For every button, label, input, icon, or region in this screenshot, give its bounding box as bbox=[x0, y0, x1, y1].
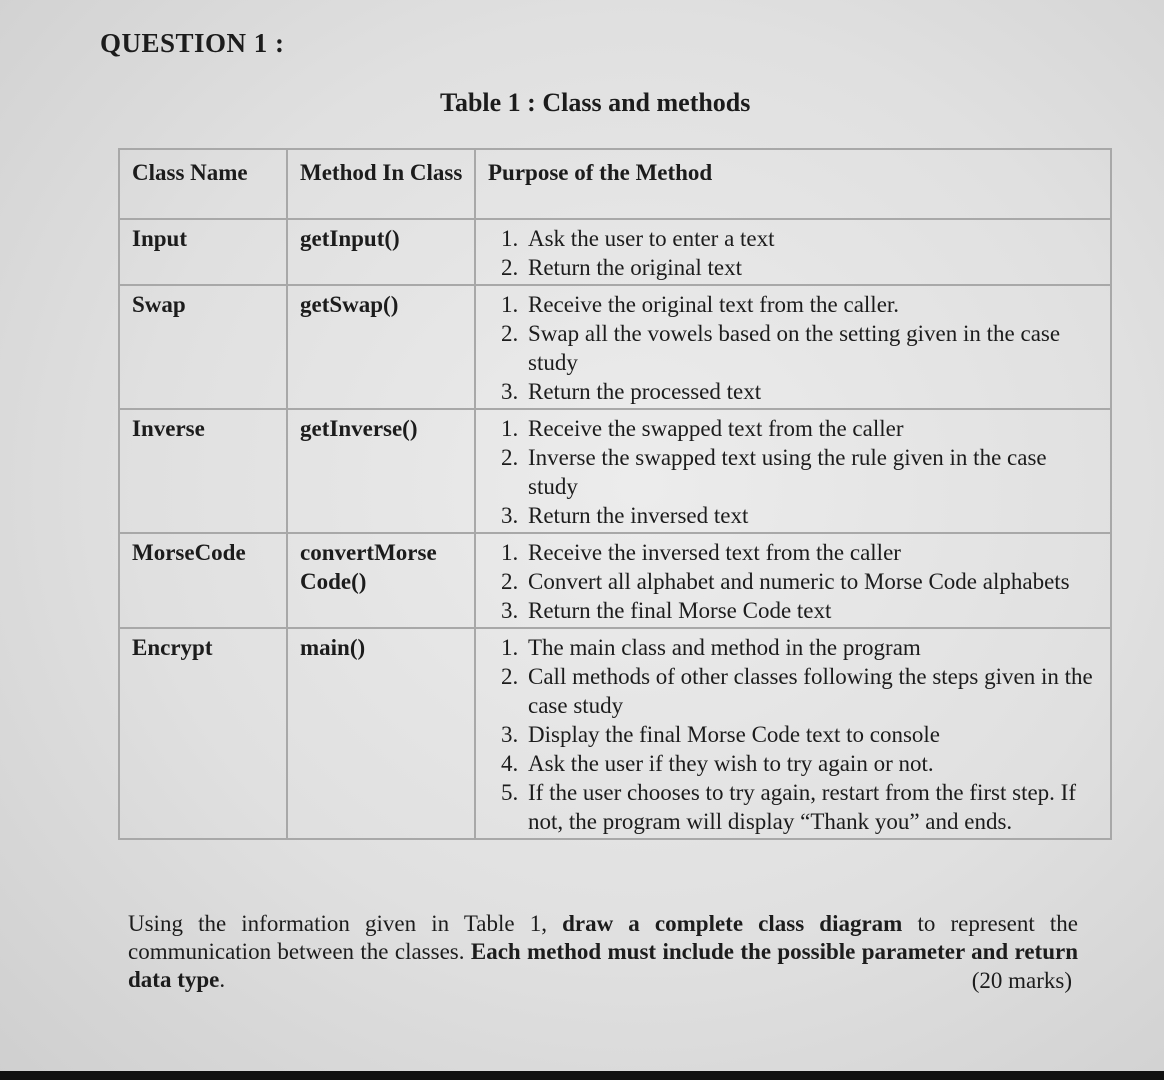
header-method: Method In Class bbox=[287, 149, 475, 219]
purpose-item: 2. Return the original text bbox=[524, 253, 1100, 282]
purpose-list bbox=[488, 290, 1100, 406]
purpose-item: 2. Call methods of other classes following the steps given in the case study bbox=[524, 662, 1100, 720]
table-row bbox=[119, 533, 1111, 628]
instructions-emphasis: draw a complete class diagram bbox=[562, 911, 903, 936]
purpose-list bbox=[488, 538, 1100, 625]
purpose-item: 1. Ask the user to enter a text bbox=[524, 224, 1100, 253]
marks-label: (20 marks) bbox=[971, 968, 1072, 993]
class-name-cell: Swap bbox=[119, 285, 287, 409]
class-name-cell: Encrypt bbox=[119, 628, 287, 839]
table-caption: Table 1 : Class and methods bbox=[440, 88, 751, 117]
class-name-cell: Input bbox=[119, 219, 287, 285]
instructions-text: to represent the communication between the classes. bbox=[128, 911, 1078, 964]
table-row bbox=[119, 285, 1111, 409]
header-purpose: Purpose of the Method bbox=[475, 149, 1111, 219]
purpose-item: 3. Return the final Morse Code text bbox=[524, 596, 1100, 625]
header-class-name: Class Name bbox=[119, 149, 287, 219]
method-cell: getInverse() bbox=[287, 409, 475, 533]
instructions-emphasis: Each method must include the possible parameter and return data type bbox=[128, 939, 1079, 992]
purpose-list bbox=[488, 633, 1100, 836]
instructions-text: Using the information given in Table 1, bbox=[128, 911, 563, 936]
instructions-text: . bbox=[219, 967, 226, 992]
method-cell: getSwap() bbox=[287, 285, 475, 409]
class-methods-table bbox=[118, 148, 1112, 840]
purpose-list bbox=[488, 224, 1100, 282]
table-row bbox=[119, 628, 1111, 839]
purpose-cell bbox=[475, 533, 1111, 628]
purpose-item: 1. Receive the original text from the caller. bbox=[524, 290, 1100, 319]
purpose-item: 2. Swap all the vowels based on the setting given in the case study bbox=[524, 319, 1100, 377]
table-header-row bbox=[119, 149, 1111, 219]
purpose-cell bbox=[475, 628, 1111, 839]
method-cell: main() bbox=[287, 628, 475, 839]
table-row bbox=[119, 219, 1111, 285]
purpose-item: 3. Return the inversed text bbox=[524, 501, 1100, 530]
monitor-bezel bbox=[0, 1071, 1164, 1080]
purpose-list bbox=[488, 414, 1100, 530]
purpose-item: 2. Convert all alphabet and numeric to Morse Code alphabets bbox=[524, 567, 1100, 596]
class-name-cell: Inverse bbox=[119, 409, 287, 533]
purpose-item: 3. Display the final Morse Code text to console bbox=[524, 720, 1100, 749]
purpose-item: 1. The main class and method in the program bbox=[524, 633, 1100, 662]
table-row bbox=[119, 409, 1111, 533]
class-name-cell: MorseCode bbox=[119, 533, 287, 628]
purpose-item: 4. Ask the user if they wish to try again or not. bbox=[524, 749, 1100, 778]
question-instructions bbox=[128, 910, 1078, 994]
method-cell: convertMorse Code() bbox=[287, 533, 475, 628]
purpose-cell bbox=[475, 285, 1111, 409]
purpose-item: 3. Return the processed text bbox=[524, 377, 1100, 406]
purpose-item: 5. If the user chooses to try again, restart from the first step. If not, the program will display “Thank you” and ends. bbox=[524, 778, 1100, 836]
method-cell: getInput() bbox=[287, 219, 475, 285]
purpose-item: 1. Receive the swapped text from the caller bbox=[524, 414, 1100, 443]
purpose-item: 1. Receive the inversed text from the caller bbox=[524, 538, 1100, 567]
purpose-cell bbox=[475, 219, 1111, 285]
purpose-item: 2. Inverse the swapped text using the rule given in the case study bbox=[524, 443, 1100, 501]
purpose-cell bbox=[475, 409, 1111, 533]
question-title: QUESTION 1 : bbox=[100, 28, 285, 58]
